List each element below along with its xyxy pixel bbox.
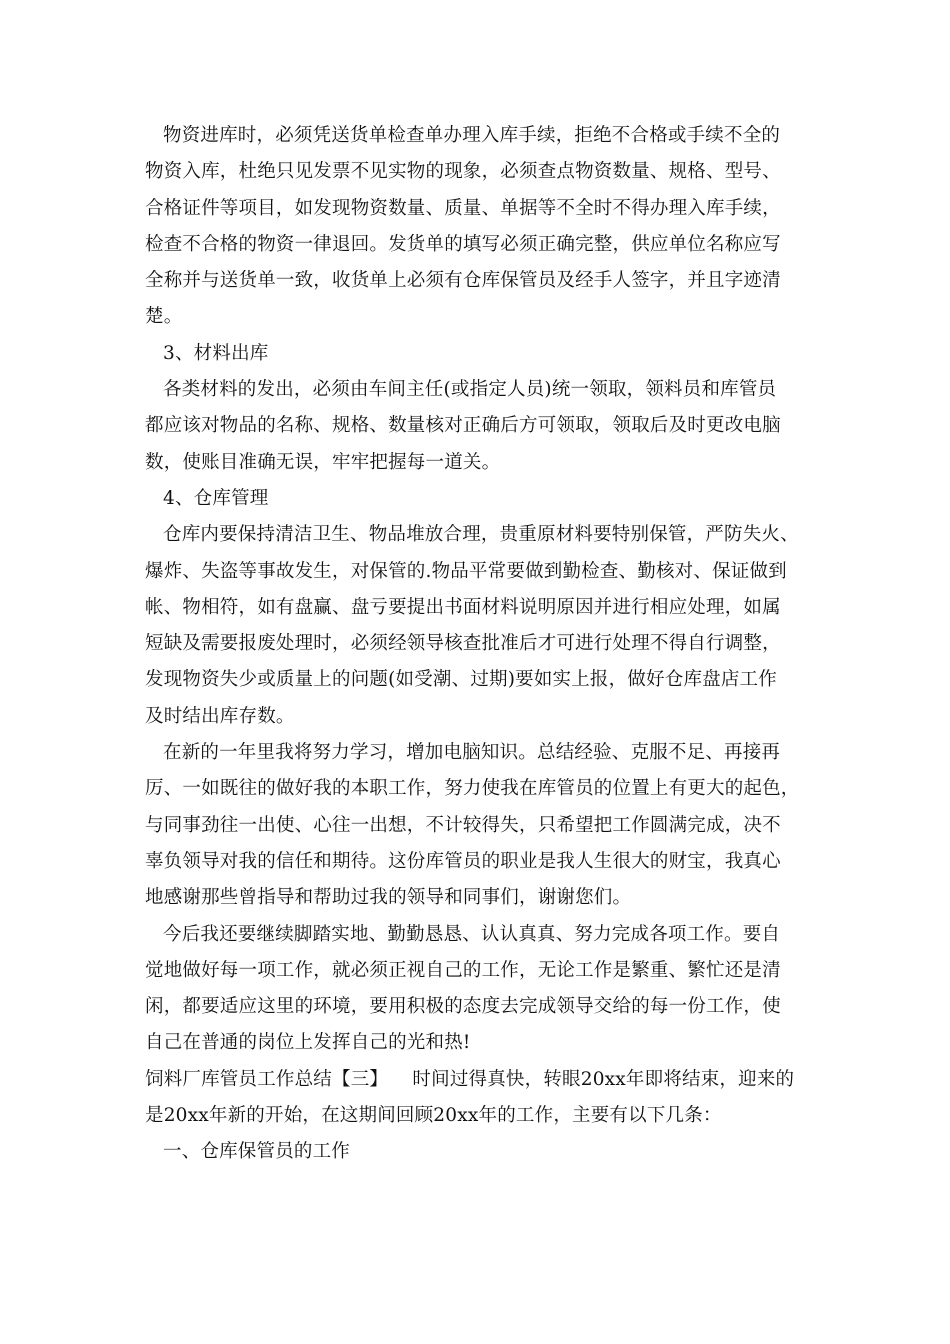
text-line: 辜负领导对我的信任和期待。这份库管员的职业是我人生很大的财宝，我真心 [145,850,781,872]
section-heading: 一、仓库保管员的工作 [163,1141,351,1163]
section-heading: 3、材料出库 [163,342,269,364]
text-line: 地感谢那些曾指导和帮助过我的领导和同事们，谢谢您们。 [145,887,632,909]
text-line: 及时结出库存数。 [145,705,295,727]
text-line: 厉、一如既往的做好我的本职工作，努力使我在库管员的位置上有更大的起色， [145,778,800,800]
text-line: 楚。 [145,306,183,328]
text-line: 帐、物相符，如有盘赢、盘亏要提出书面材料说明原因并进行相应处理，如属 [145,596,781,618]
text-line: 爆炸、失盗等事故发生，对保管的.物品平常要做到勤检查、勤核对、保证做到 [145,560,787,582]
text-line: 合格证件等项目，如发现物资数量、质量、单据等不全时不得办理入库手续， [145,197,781,219]
text-line: 全称并与送货单一致，收货单上必须有仓库保管员及经手人签字，并且字迹清 [145,270,781,292]
text-line: 都应该对物品的名称、规格、数量核对正确后方可领取，领取后及时更改电脑 [145,415,781,437]
text-line: 各类材料的发出，必须由车间主任(或指定人员)统一领取，领料员和库管员 [163,379,777,401]
text-line: 物资进库时，必须凭送货单检查单办理入库手续，拒绝不合格或手续不全的 [163,125,781,146]
text-line: 觉地做好每一项工作，就必须正视自己的工作，无论工作是繁重、繁忙还是清 [145,959,781,981]
text-line: 今后我还要继续脚踏实地、勤勤恳恳、认认真真、努力完成各项工作。要自 [163,923,781,945]
text-line: 在新的一年里我将努力学习，增加电脑知识。总结经验、克服不足、再接再 [163,742,781,764]
text-line: 物资入库，杜绝只见发票不见实物的现象，必须查点物资数量、规格、型号、 [145,161,781,183]
text-line: 数，使账目准确无误，牢牢把握每一道关。 [145,451,501,473]
text-line: 是20xx年新的开始，在这期间回顾20xx年的工作，主要有以下几条： [145,1105,722,1127]
document-body [145,118,815,1171]
text-line: 短缺及需要报废处理时，必须经领导核查批准后才可进行处理不得自行调整， [145,633,781,655]
text-line: 闲，都要适应这里的环境，要用积极的态度去完成领导交给的每一份工作，使 [145,996,781,1018]
text-line: 发现物资失少或质量上的问题(如受潮、过期)要如实上报，做好仓库盘店工作 [145,669,777,691]
text-line: 仓库内要保持清洁卫生、物品堆放合理，贵重原材料要特别保管，严防失火、 [163,524,799,546]
text-line: 自己在普通的岗位上发挥自己的光和热! [145,1032,471,1054]
text-line: 检查不合格的物资一律退回。发货单的填写必须正确完整，供应单位名称应写 [145,233,781,255]
text-line: 与同事劲往一出使、心往一出想，不计较得失，只希望把工作圆满完成，决不 [145,814,781,836]
section-heading: 4、仓库管理 [163,487,269,509]
section-title: 饲料厂库管员工作总结【三】 时间过得真快，转眼20xx年即将结束，迎来的 [145,1068,795,1090]
